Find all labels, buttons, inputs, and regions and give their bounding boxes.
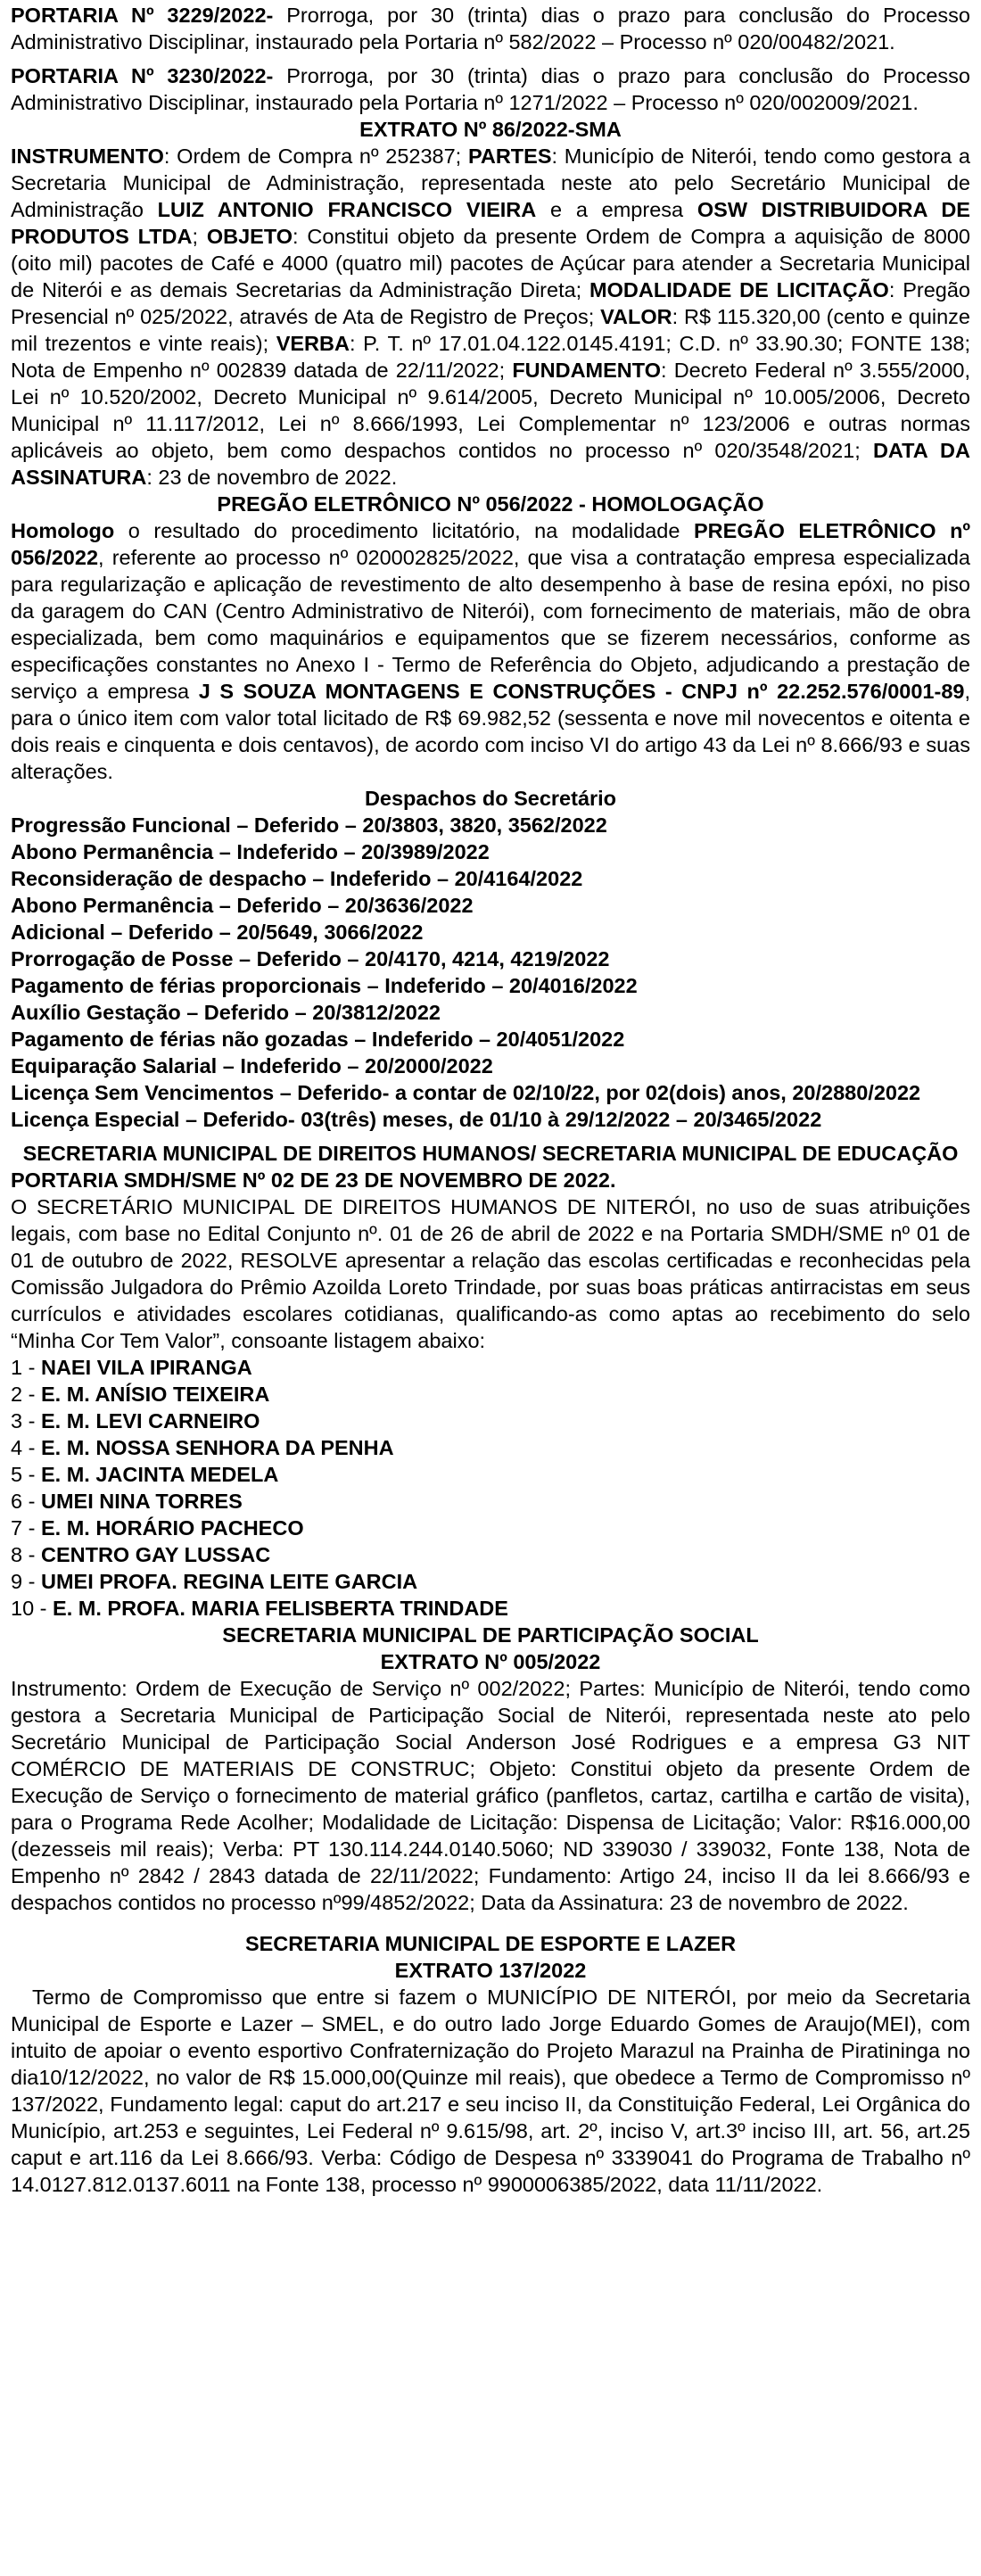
- empresa-name: OSW DISTRIBUIDORA DE PRODUTOS LTDA: [11, 198, 970, 248]
- school-item: [11, 1488, 970, 1515]
- portaria-3229-text: Prorroga, por 30 (trinta) dias o prazo para conclusão do Processo Administrativo Disciplinar, instaurado pela Portaria nº 582/2022 – Processo nº 020/00482/2021.: [11, 4, 970, 54]
- verba-label: VERBA: [276, 332, 350, 355]
- school-name: UMEI NINA TORRES: [40, 1490, 243, 1513]
- school-name: E. M. LEVI CARNEIRO: [40, 1409, 260, 1432]
- pregao-056-body: [11, 517, 970, 785]
- school-name: E. M. PROFA. MARIA FELISBERTA TRINDADE: [53, 1597, 508, 1620]
- partes-label: PARTES: [467, 144, 552, 168]
- school-number: 1 -: [11, 1356, 41, 1379]
- pregao-text-1: o resultado do procedimento licitatório, na modalidade: [114, 519, 694, 542]
- school-name: E. M. JACINTA MEDELA: [40, 1463, 279, 1486]
- smdh-text: O SECRETÁRIO MUNICIPAL DE DIREITOS HUMANOS DE NITERÓI, no uso de suas atribuições legais, com base no Edital Conjunto nº. 01 de 26 de abril de 2022 e na Portaria SMDH/SME nº 01 de 01 de outubro de 2022, RESOLVE apresentar a relação das escolas certificadas e reconhecidas pela Comissão Julgadora do Prêmio Azoilda Loreto Trindade, por suas boas práticas antirracistas em seus currículos e atividades escolares cotidianas, qualificando-as como aptas ao recebimento do selo “Minha Cor Tem Valor”, consoante listagem abaixo:: [11, 1195, 970, 1352]
- school-item: [11, 1461, 970, 1488]
- fundamento-label: FUNDAMENTO: [512, 359, 661, 382]
- participacao-text: Instrumento: Ordem de Execução de Serviço nº 002/2022; Partes: Município de Niterói, tendo como gestora a Secretaria Municipal de Participação Social de Niterói, representada neste ato pelo Secretário Municipal de Participação Social Anderson José Rodrigues e a empresa G3 NIT COMÉRCIO DE MATERIAIS DE CONSTRUC; Objeto: Constitui objeto da presente Ordem de Execução de Serviço o fornecimento de material gráfico (panfletos, cartaz, cartilha e cartão de visita), para o Programa Rede Acolher; Modalidade de Licitação: Dispensa de Licitação; Valor: R$16.000,00 (dezesseis mil reais); Verba: PT 130.114.244.0140.5060; ND 339030 / 339032, Fonte 138, Nota de Empenho nº 2842 / 2843 datada de 22/11/2022; Fundamento: Artigo 24, inciso II da lei 8.666/93 e despachos contidos no processo nº99/4852/2022; Data da Assinatura: 23 de novembro de 2022.: [11, 1677, 970, 1914]
- portaria-3230: [11, 62, 970, 116]
- school-number: 9 -: [11, 1570, 41, 1593]
- extrato-86-title: EXTRATO Nº 86/2022-SMA: [359, 118, 622, 141]
- portaria-3230-text: Prorroga, por 30 (trinta) dias o prazo para conclusão do Processo Administrativo Disciplinar, instaurado pela Portaria nº 1271/2022 – Processo nº 020/002009/2021.: [11, 64, 970, 114]
- smdh-portaria: PORTARIA SMDH/SME Nº 02 DE 23 DE NOVEMBRO DE 2022.: [11, 1168, 616, 1192]
- schools-list: [11, 1354, 970, 1622]
- school-number: 8 -: [11, 1543, 41, 1566]
- fundamento-text: : Decreto Federal nº 3.555/2000, Lei nº 10.520/2002, Decreto Municipal nº 9.614/2005, Decreto Municipal nº 10.005/2006, Decreto Municipal nº 11.117/2012, Lei nº 8.666/1993, Lei Complementar nº 123/2006 e outras normas aplicáveis ao objeto, bem como despachos contidos no processo nº 020/3548/2021;: [11, 359, 970, 462]
- homologo-word: Homologo: [11, 519, 115, 542]
- despacho-item: Equiparação Salarial – Indeferido – 20/2000/2022: [11, 1054, 493, 1077]
- despacho-item: Prorrogação de Posse – Deferido – 20/4170, 4214, 4219/2022: [11, 947, 610, 970]
- modalidade-label: MODALIDADE DE LICITAÇÃO: [589, 278, 889, 301]
- despacho-item: Pagamento de férias proporcionais – Indeferido – 20/4016/2022: [11, 974, 638, 997]
- smdh-title: SECRETARIA MUNICIPAL DE DIREITOS HUMANOS/ SECRETARIA MUNICIPAL DE EDUCAÇÃO: [22, 1142, 959, 1165]
- school-item: [11, 1515, 970, 1541]
- school-name: E. M. HORÁRIO PACHECO: [40, 1516, 304, 1540]
- partes-text: : Município de Niterói, tendo como gestora a Secretaria Municipal de Administração, representada neste ato pelo Secretário Municipal de Administração: [11, 144, 971, 221]
- portaria-3230-label: PORTARIA Nº 3230/2022-: [11, 64, 274, 87]
- instrumento-text: : Ordem de Compra nº 252387;: [163, 144, 468, 168]
- despacho-item: Auxílio Gestação – Deferido – 20/3812/2022: [11, 1001, 441, 1024]
- data-assinatura-text: : 23 de novembro de 2022.: [146, 466, 398, 489]
- school-name: CENTRO GAY LUSSAC: [40, 1543, 271, 1566]
- instrumento-label: INSTRUMENTO: [11, 144, 164, 168]
- pregao-empresa: J S SOUZA MONTAGENS E CONSTRUÇÕES - CNPJ nº 22.252.576/0001-89: [198, 680, 965, 703]
- school-item: [11, 1568, 970, 1595]
- participacao-extrato: EXTRATO Nº 005/2022: [380, 1650, 601, 1673]
- objeto-label: OBJETO: [206, 225, 293, 248]
- esporte-extrato: EXTRATO 137/2022: [394, 1959, 587, 1982]
- despachos-list: [11, 812, 970, 1133]
- esporte-title: SECRETARIA MUNICIPAL DE ESPORTE E LAZER: [244, 1932, 737, 1955]
- valor-text: : R$ 115.320,00 (cento e quinze mil trezentos e vinte reais);: [11, 305, 970, 355]
- despacho-item: Reconsideração de despacho – Indeferido – 20/4164/2022: [11, 867, 583, 890]
- pregao-056-title: PREGÃO ELETRÔNICO Nº 056/2022 - HOMOLOGAÇÃO: [217, 492, 764, 516]
- school-number: 3 -: [11, 1409, 41, 1432]
- pregao-modalidade: PREGÃO ELETRÔNICO nº 056/2022: [11, 519, 971, 569]
- pregao-text-2: , referente ao processo nº 020002825/2022, que visa a contratação empresa especializada para regularização e aplicação de revestimento de alto desempenho à base de resina epóxi, no piso da garagem do CAN (Centro Administrativo de Niterói), com fornecimento de materiais, mão de obra especializada, bem como maquinários e equipamentos que se fizerem necessários, conforme as especificações constantes no Anexo I - Termo de Referência do Objeto, adjudicando a prestação de serviço a empresa: [11, 546, 970, 703]
- objeto-text: : Constitui objeto da presente Ordem de Compra a aquisição de 8000 (oito mil) pacotes de Café e 4000 (quatro mil) pacotes de Açúcar para atender a Secretaria Municipal de Niterói e as demais Secretarias da Administração Direta;: [11, 225, 971, 301]
- valor-label: VALOR: [600, 305, 672, 328]
- data-assinatura-label: DATA DA ASSINATURA: [11, 439, 970, 489]
- despacho-item: Progressão Funcional – Deferido – 20/3803, 3820, 3562/2022: [11, 813, 607, 837]
- school-number: 4 -: [11, 1436, 41, 1459]
- despacho-item: Licença Sem Vencimentos – Deferido- a contar de 02/10/22, por 02(dois) anos, 20/2880/2022: [11, 1081, 921, 1104]
- despacho-item: Abono Permanência – Deferido – 20/3636/2022: [11, 894, 474, 917]
- school-name: UMEI PROFA. REGINA LEITE GARCIA: [40, 1570, 418, 1593]
- portaria-3229-label: PORTARIA Nº 3229/2022-: [11, 4, 274, 27]
- extrato-86-body: [11, 143, 970, 491]
- school-name: E. M. NOSSA SENHORA DA PENHA: [40, 1436, 394, 1459]
- school-name: NAEI VILA IPIRANGA: [40, 1356, 252, 1379]
- school-item: [11, 1434, 970, 1461]
- modalidade-text: : Pregão Presencial nº 025/2022, através de Ata de Registro de Preços;: [11, 278, 970, 328]
- school-number: 6 -: [11, 1490, 41, 1513]
- empresa-intro: e a empresa: [536, 198, 697, 221]
- school-item: [11, 1595, 970, 1622]
- school-number: 5 -: [11, 1463, 41, 1486]
- despacho-item: Pagamento de férias não gozadas – Indeferido – 20/4051/2022: [11, 1028, 625, 1051]
- verba-text: : P. T. nº 17.01.04.122.0145.4191; C.D. nº 33.90.30; FONTE 138; Nota de Empenho nº 002839 datada de 22/11/2022;: [11, 332, 970, 382]
- pregao-text-3: , para o único item com valor total licitado de R$ 69.982,52 (sessenta e nove mil novecentos e oitenta e dois reais e cinquenta e dois centavos), de acordo com inciso VI do artigo 43 da Lei nº 8.666/93 e suas alterações.: [11, 680, 970, 783]
- participacao-title: SECRETARIA MUNICIPAL DE PARTICIPAÇÃO SOCIAL: [222, 1623, 759, 1647]
- separator: ;: [192, 225, 207, 248]
- despacho-item: Licença Especial – Deferido- 03(três) meses, de 01/10 à 29/12/2022 – 20/3465/2022: [11, 1108, 822, 1131]
- secretario-name: LUIZ ANTONIO FRANCISCO VIEIRA: [157, 198, 537, 221]
- school-number: 7 -: [11, 1516, 41, 1540]
- school-number: 10 -: [11, 1597, 54, 1620]
- despacho-item: Abono Permanência – Indeferido – 20/3989/2022: [11, 840, 490, 863]
- school-number: 2 -: [11, 1383, 41, 1406]
- esporte-text: Termo de Compromisso que entre si fazem o MUNICÍPIO DE NITERÓI, por meio da Secretaria Municipal de Esporte e Lazer – SMEL, e do outro lado Jorge Eduardo Gomes de Araujo(MEI), com intuito de apoiar o evento esportivo Confraternização do Projeto Marazul na Prainha de Piratininga no dia10/12/2022, no valor de R$ 15.000,00(Quinze mil reais), que obedece a Termo de Compromisso nº 137/2022, Fundamento legal: caput do art.217 e seu inciso II, da Constituição Federal, Lei Orgânica do Município, art.253 e seguintes, Lei Federal nº 9.615/98, art. 2º, inciso V, art.3º inciso III, art. 56, art.25 caput e art.116 da Lei 8.666/93. Verba: Código de Despesa nº 3339041 do Programa de Trabalho nº 14.0127.812.0137.6011 na Fonte 138, processo nº 9900006385/2022, data 11/11/2022.: [11, 1986, 970, 2196]
- school-item: [11, 1541, 970, 1568]
- school-item: [11, 1408, 970, 1434]
- school-item: [11, 1381, 970, 1408]
- despachos-title: Despachos do Secretário: [364, 787, 617, 810]
- school-item: [11, 1354, 970, 1381]
- school-name: E. M. ANÍSIO TEIXEIRA: [40, 1383, 270, 1406]
- despacho-item: Adicional – Deferido – 20/5649, 3066/2022: [11, 921, 424, 944]
- portaria-3229: [11, 2, 970, 55]
